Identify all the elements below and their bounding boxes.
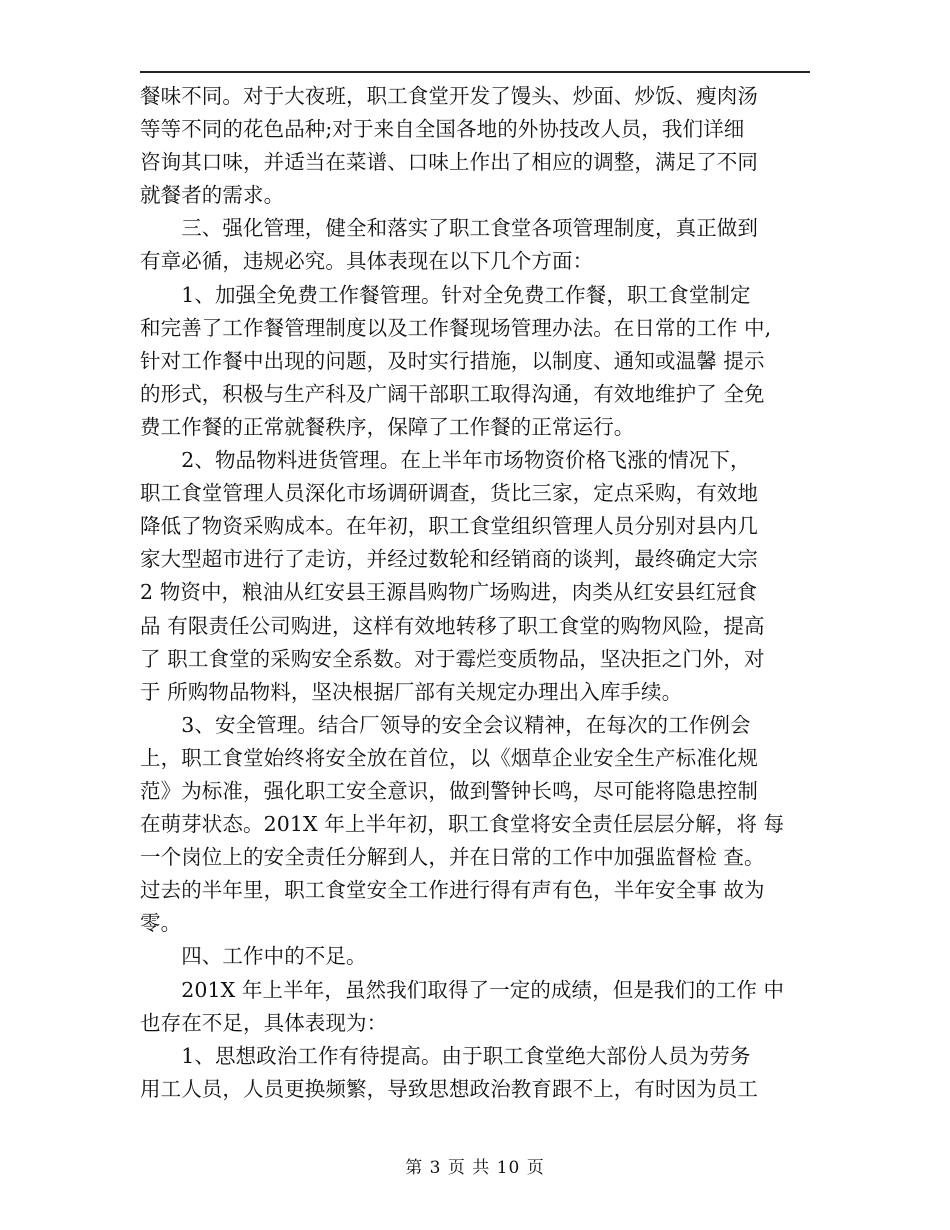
text-line: 上，职工食堂始终将安全放在首位，以《烟草企业安全生产标准化规 — [140, 745, 758, 770]
text-line: 于 所购物品物料，坚决根据厂部有关规定办理出入库手续。 — [140, 679, 683, 704]
text-line: 的形式，积极与生产科及广阔干部职工取得沟通，有效地维护了 全免 — [140, 381, 765, 406]
text-line: 和完善了工作餐管理制度以及工作餐现场管理办法。在日常的工作 中, — [140, 315, 772, 340]
text-line: 三、强化管理，健全和落实了职工食堂各项管理制度，真正做到 — [140, 216, 758, 241]
text-line: 零。 — [140, 911, 182, 936]
text-line: 等等不同的花色品种;对于来自全国各地的外协技改人员，我们详细 — [140, 117, 745, 142]
text-line: 2、物品物料进货管理。在上半年市场物资价格飞涨的情况下， — [140, 448, 751, 473]
document-body — [140, 80, 820, 1106]
text-line: 有章必循，违规必究。具体表现在以下几个方面： — [140, 249, 594, 274]
text-line: 2 物资中，粮油从红安县王源昌购物广场购进，肉类从红安县红冠食 — [140, 580, 758, 605]
text-line: 用工人员，人员更换频繁，导致思想政治教育跟不上，有时因为员工 — [140, 1076, 758, 1101]
text-line: 咨询其口味，并适当在菜谱、口味上作出了相应的调整，满足了不同 — [140, 150, 758, 175]
text-line: 职工食堂管理人员深化市场调研调查，货比三家，定点采购，有效地 — [140, 481, 758, 506]
page-number-footer: 第 3 页 共 10 页 — [405, 1158, 545, 1178]
text-line: 家大型超市进行了走访，并经过数轮和经销商的谈判，最终确定大宗 — [140, 547, 758, 572]
text-line: 费工作餐的正常就餐秩序，保障了工作餐的正常运行。 — [140, 414, 635, 439]
text-line: 餐味不同。对于大夜班，职工食堂开发了馒头、炒面、炒饭、瘦肉汤 — [140, 84, 758, 108]
text-line: 1、加强全免费工作餐管理。针对全免费工作餐，职工食堂制定 — [140, 282, 751, 307]
text-line: 四、工作中的不足。 — [140, 944, 367, 969]
text-line: 3、安全管理。结合厂领导的安全会议精神，在每次的工作例会 — [140, 712, 751, 737]
text-line: 品 有限责任公司购进，这样有效地转移了职工食堂的购物风险，提高 — [140, 613, 765, 638]
text-line: 201X 年上半年，虽然我们取得了一定的成绩，但是我们的工作 中 — [140, 977, 785, 1002]
text-line: 也存在不足，具体表现为： — [140, 1010, 388, 1035]
text-line: 降低了物资采购成本。在年初，职工食堂组织管理人员分别对县内几 — [140, 514, 758, 539]
text-line: 过去的半年里，职工食堂安全工作进行得有声有色，半年安全事 故为 — [140, 878, 765, 903]
text-line: 一个岗位上的安全责任分解到人，并在日常的工作中加强监督检 查。 — [140, 845, 765, 870]
text-line: 范》为标准，强化职工安全意识，做到警钟长鸣，尽可能将隐患控制 — [140, 778, 758, 803]
text-line: 针对工作餐中出现的问题，及时实行措施，以制度、通知或温馨 提示 — [140, 348, 765, 373]
header-rule — [140, 71, 810, 73]
text-line: 了 职工食堂的采购安全系数。对于霉烂变质物品，坚决拒之门外，对 — [140, 646, 765, 671]
text-line: 1、思想政治工作有待提高。由于职工食堂绝大部份人员为劳务 — [140, 1043, 751, 1068]
text-line: 就餐者的需求。 — [140, 183, 285, 208]
text-line: 在萌芽状态。201X 年上半年初，职工食堂将安全责任层层分解，将 每 — [140, 812, 785, 837]
